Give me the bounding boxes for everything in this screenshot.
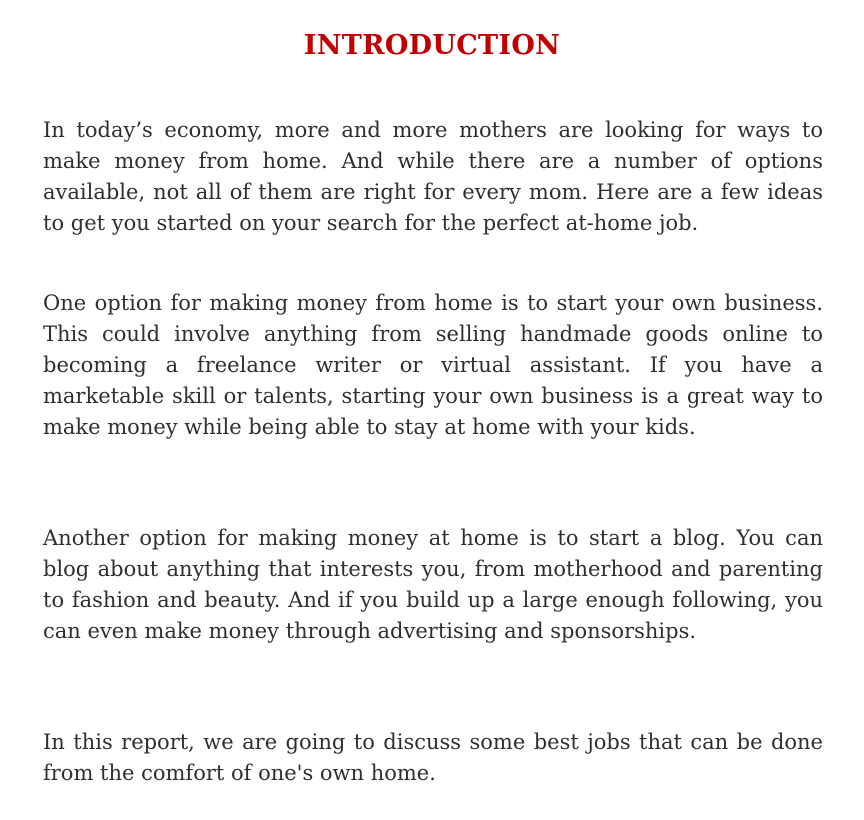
intro-paragraph-1: In today’s economy, more and more mothers are looking for ways to make money from home. And while there are a number of options available, not all of them are right for every mom. Here are a few ideas to get you started on your search for the perfect at-home job.: [43, 118, 823, 235]
page-title: INTRODUCTION: [303, 30, 561, 61]
intro-paragraph-2: One option for making money from home is to start your own business. This could involve anything from selling handmade goods online to becoming a freelance writer or virtual assistant. If you have a marketable skill or talents, starting your own business is a great way to make money while being able to stay at home with your kids.: [43, 291, 823, 439]
intro-paragraph-4: In this report, we are going to discuss some best jobs that can be done from the comfort of one's own home.: [43, 730, 823, 785]
intro-paragraph-3: Another option for making money at home is to start a blog. You can blog about anything that interests you, from motherhood and parenting to fashion and beauty. And if you build up a large enough following, you can even make money through advertising and sponsorships.: [43, 526, 823, 643]
